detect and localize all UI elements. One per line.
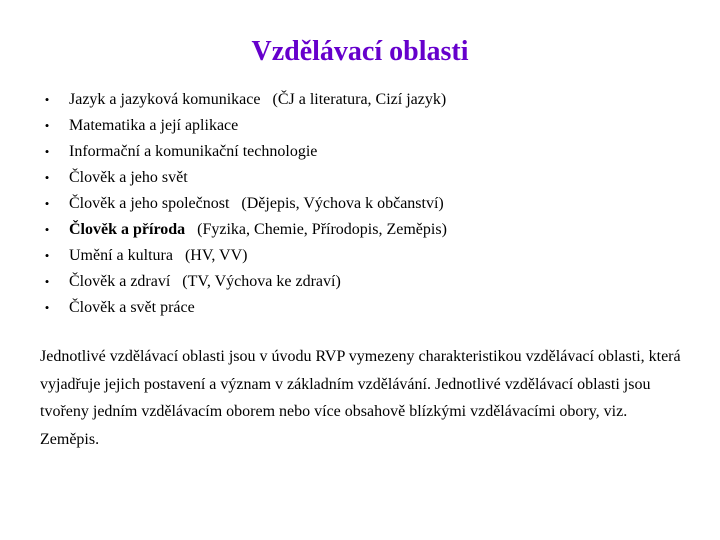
bullet-icon: • bbox=[44, 170, 50, 185]
item-detail: (ČJ a literatura, Cizí jazyk) bbox=[272, 91, 447, 108]
list-item bbox=[40, 113, 447, 139]
item-main: Člověk a jeho svět bbox=[69, 169, 188, 186]
list-item bbox=[40, 295, 447, 321]
item-main: Člověk a jeho společnost bbox=[69, 195, 230, 212]
item-main: Umění a kultura bbox=[69, 247, 173, 264]
item-main: Člověk a příroda bbox=[69, 221, 186, 238]
item-main: Člověk a svět práce bbox=[69, 299, 195, 316]
item-detail: (HV, VV) bbox=[184, 247, 248, 264]
item-main: Informační a komunikační technologie bbox=[69, 143, 318, 160]
list-item bbox=[40, 269, 447, 295]
bullet-icon: • bbox=[44, 118, 50, 133]
list-item bbox=[40, 139, 447, 165]
list-item bbox=[40, 217, 447, 243]
list-item bbox=[40, 165, 447, 191]
item-detail: (TV, Výchova ke zdraví) bbox=[182, 273, 341, 290]
list-item bbox=[40, 87, 447, 113]
bullet-icon: • bbox=[44, 144, 50, 159]
item-detail: (Dějepis, Výchova k občanství) bbox=[241, 195, 444, 212]
bullet-icon: • bbox=[44, 248, 50, 263]
item-main: Jazyk a jazyková komunikace bbox=[69, 91, 261, 108]
bullet-icon: • bbox=[44, 92, 50, 107]
bullet-icon: • bbox=[44, 300, 50, 315]
education-areas-list bbox=[40, 87, 447, 321]
bullet-icon: • bbox=[44, 222, 50, 237]
list-item bbox=[40, 243, 447, 269]
item-detail: (Fyzika, Chemie, Přírodopis, Zeměpis) bbox=[197, 221, 447, 238]
list-item bbox=[40, 191, 447, 217]
slide-title: Vzdělávací oblasti bbox=[251, 36, 469, 67]
item-main: Člověk a zdraví bbox=[69, 273, 171, 290]
description-paragraph: Jednotlivé vzdělávací oblasti jsou v úvodu RVP vymezeny charakteristikou vzdělávací oblasti, která vyjadřuje jejich postavení a význam v základním vzdělávání. Jednotlivé vzdělávací oblasti jsou tvořeny jedním vzdělávacím oborem nebo více obsahově blízkými vzdělávacími obory, viz. Zeměpis. bbox=[40, 348, 681, 448]
bullet-icon: • bbox=[44, 196, 50, 211]
bullet-icon: • bbox=[44, 274, 50, 289]
item-main: Matematika a její aplikace bbox=[69, 117, 239, 134]
